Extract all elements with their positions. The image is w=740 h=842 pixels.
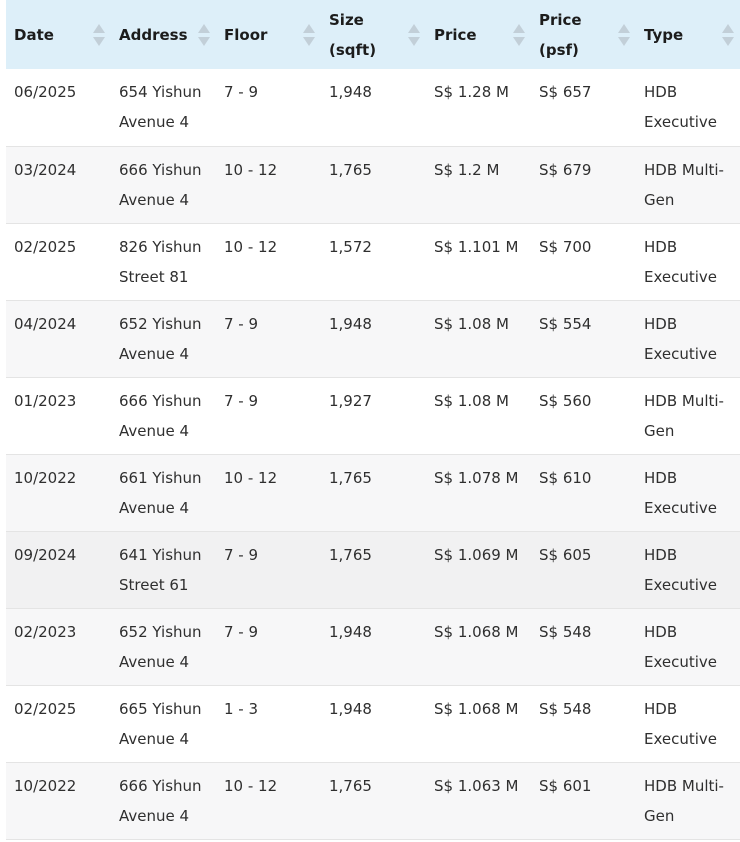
sort-icon[interactable] [93, 23, 105, 47]
column-header-label: Price [434, 25, 477, 44]
cell-price: S$ 1.063 M [434, 776, 519, 795]
cell-price-psf: S$ 610 [539, 468, 592, 487]
transactions-table [6, 0, 740, 840]
column-header-label: Date [14, 25, 54, 44]
column-header-date[interactable] [6, 0, 111, 69]
table-row [6, 377, 740, 454]
cell-floor: 7 - 9 [224, 545, 259, 564]
column-header-type[interactable] [636, 0, 740, 69]
cell-date: 03/2024 [14, 160, 77, 179]
cell-price: S$ 1.08 M [434, 314, 509, 333]
cell-type: HDB Multi-Gen [644, 391, 724, 440]
cell-price-psf: S$ 548 [539, 622, 592, 641]
table-row [6, 223, 740, 300]
cell-size: 1,948 [329, 314, 372, 333]
cell-date: 01/2023 [14, 391, 77, 410]
cell-price-psf: S$ 601 [539, 776, 592, 795]
cell-price-psf: S$ 657 [539, 83, 592, 101]
cell-address: 654 Yishun Avenue 4 [119, 83, 202, 131]
column-header-label: Size (sqft) [329, 10, 377, 59]
cell-size: 1,765 [329, 468, 372, 487]
cell-floor: 7 - 9 [224, 314, 259, 333]
cell-address: 826 Yishun Street 81 [119, 237, 202, 286]
cell-date: 10/2022 [14, 776, 77, 795]
table-row [6, 762, 740, 839]
cell-size: 1,765 [329, 545, 372, 564]
cell-price: S$ 1.069 M [434, 545, 519, 564]
cell-floor: 7 - 9 [224, 83, 259, 101]
cell-type: HDB Executive [644, 545, 718, 594]
sort-icon[interactable] [408, 23, 420, 47]
cell-price: S$ 1.2 M [434, 160, 500, 179]
cell-address: 665 Yishun Avenue 4 [119, 699, 202, 748]
cell-price-psf: S$ 548 [539, 699, 592, 718]
cell-address: 666 Yishun Avenue 4 [119, 160, 202, 209]
cell-size: 1,765 [329, 776, 372, 795]
column-header-price[interactable] [426, 0, 531, 69]
cell-date: 10/2022 [14, 468, 77, 487]
cell-floor: 10 - 12 [224, 237, 278, 256]
cell-address: 652 Yishun Avenue 4 [119, 314, 202, 363]
cell-floor: 1 - 3 [224, 699, 259, 718]
cell-type: HDB Executive [644, 468, 718, 517]
table-header [6, 0, 740, 69]
cell-address: 666 Yishun Avenue 4 [119, 776, 202, 825]
cell-price-psf: S$ 554 [539, 314, 592, 333]
cell-size: 1,765 [329, 160, 372, 179]
cell-size: 1,948 [329, 622, 372, 641]
cell-address: 652 Yishun Avenue 4 [119, 622, 202, 671]
sort-icon[interactable] [198, 23, 210, 47]
table-row [6, 608, 740, 685]
column-header-label: Floor [224, 25, 268, 44]
sort-icon[interactable] [303, 23, 315, 47]
cell-price-psf: S$ 605 [539, 545, 592, 564]
column-header-label: Price (psf) [539, 10, 582, 59]
cell-type: HDB Executive [644, 83, 718, 131]
table-row [6, 300, 740, 377]
cell-floor: 10 - 12 [224, 776, 278, 795]
cell-size: 1,572 [329, 237, 372, 256]
cell-price-psf: S$ 700 [539, 237, 592, 256]
cell-date: 06/2025 [14, 83, 77, 101]
header-row [6, 0, 740, 69]
table-row [6, 69, 740, 146]
cell-address: 666 Yishun Avenue 4 [119, 391, 202, 440]
sort-icon[interactable] [513, 23, 525, 47]
cell-price: S$ 1.101 M [434, 237, 519, 256]
column-header-label: Address [119, 25, 188, 44]
cell-price-psf: S$ 679 [539, 160, 592, 179]
cell-floor: 10 - 12 [224, 468, 278, 487]
cell-price: S$ 1.068 M [434, 622, 519, 641]
cell-size: 1,948 [329, 83, 372, 101]
cell-date: 02/2025 [14, 237, 77, 256]
cell-type: HDB Multi-Gen [644, 160, 724, 209]
column-header-address[interactable] [111, 0, 216, 69]
cell-date: 02/2023 [14, 622, 77, 641]
cell-price: S$ 1.28 M [434, 83, 509, 101]
column-header-size[interactable] [321, 0, 426, 69]
column-header-price-psf[interactable] [531, 0, 636, 69]
table-row [6, 454, 740, 531]
cell-date: 04/2024 [14, 314, 77, 333]
cell-floor: 7 - 9 [224, 622, 259, 641]
cell-price: S$ 1.068 M [434, 699, 519, 718]
cell-type: HDB Multi-Gen [644, 776, 724, 825]
column-header-label: Type [644, 25, 684, 44]
cell-type: HDB Executive [644, 622, 718, 671]
cell-price: S$ 1.08 M [434, 391, 509, 410]
cell-type: HDB Executive [644, 237, 718, 286]
cell-type: HDB Executive [644, 699, 718, 748]
cell-address: 641 Yishun Street 61 [119, 545, 202, 594]
cell-price-psf: S$ 560 [539, 391, 592, 410]
table-row [6, 531, 740, 608]
table-body [6, 69, 740, 839]
cell-size: 1,948 [329, 699, 372, 718]
cell-size: 1,927 [329, 391, 372, 410]
sort-icon[interactable] [722, 23, 734, 47]
table-row [6, 685, 740, 762]
cell-floor: 7 - 9 [224, 391, 259, 410]
sort-icon[interactable] [618, 23, 630, 47]
cell-date: 02/2025 [14, 699, 77, 718]
cell-floor: 10 - 12 [224, 160, 278, 179]
column-header-floor[interactable] [216, 0, 321, 69]
cell-date: 09/2024 [14, 545, 77, 564]
cell-price: S$ 1.078 M [434, 468, 519, 487]
cell-type: HDB Executive [644, 314, 718, 363]
cell-address: 661 Yishun Avenue 4 [119, 468, 202, 517]
transactions-table-container [6, 0, 740, 840]
table-row [6, 146, 740, 223]
